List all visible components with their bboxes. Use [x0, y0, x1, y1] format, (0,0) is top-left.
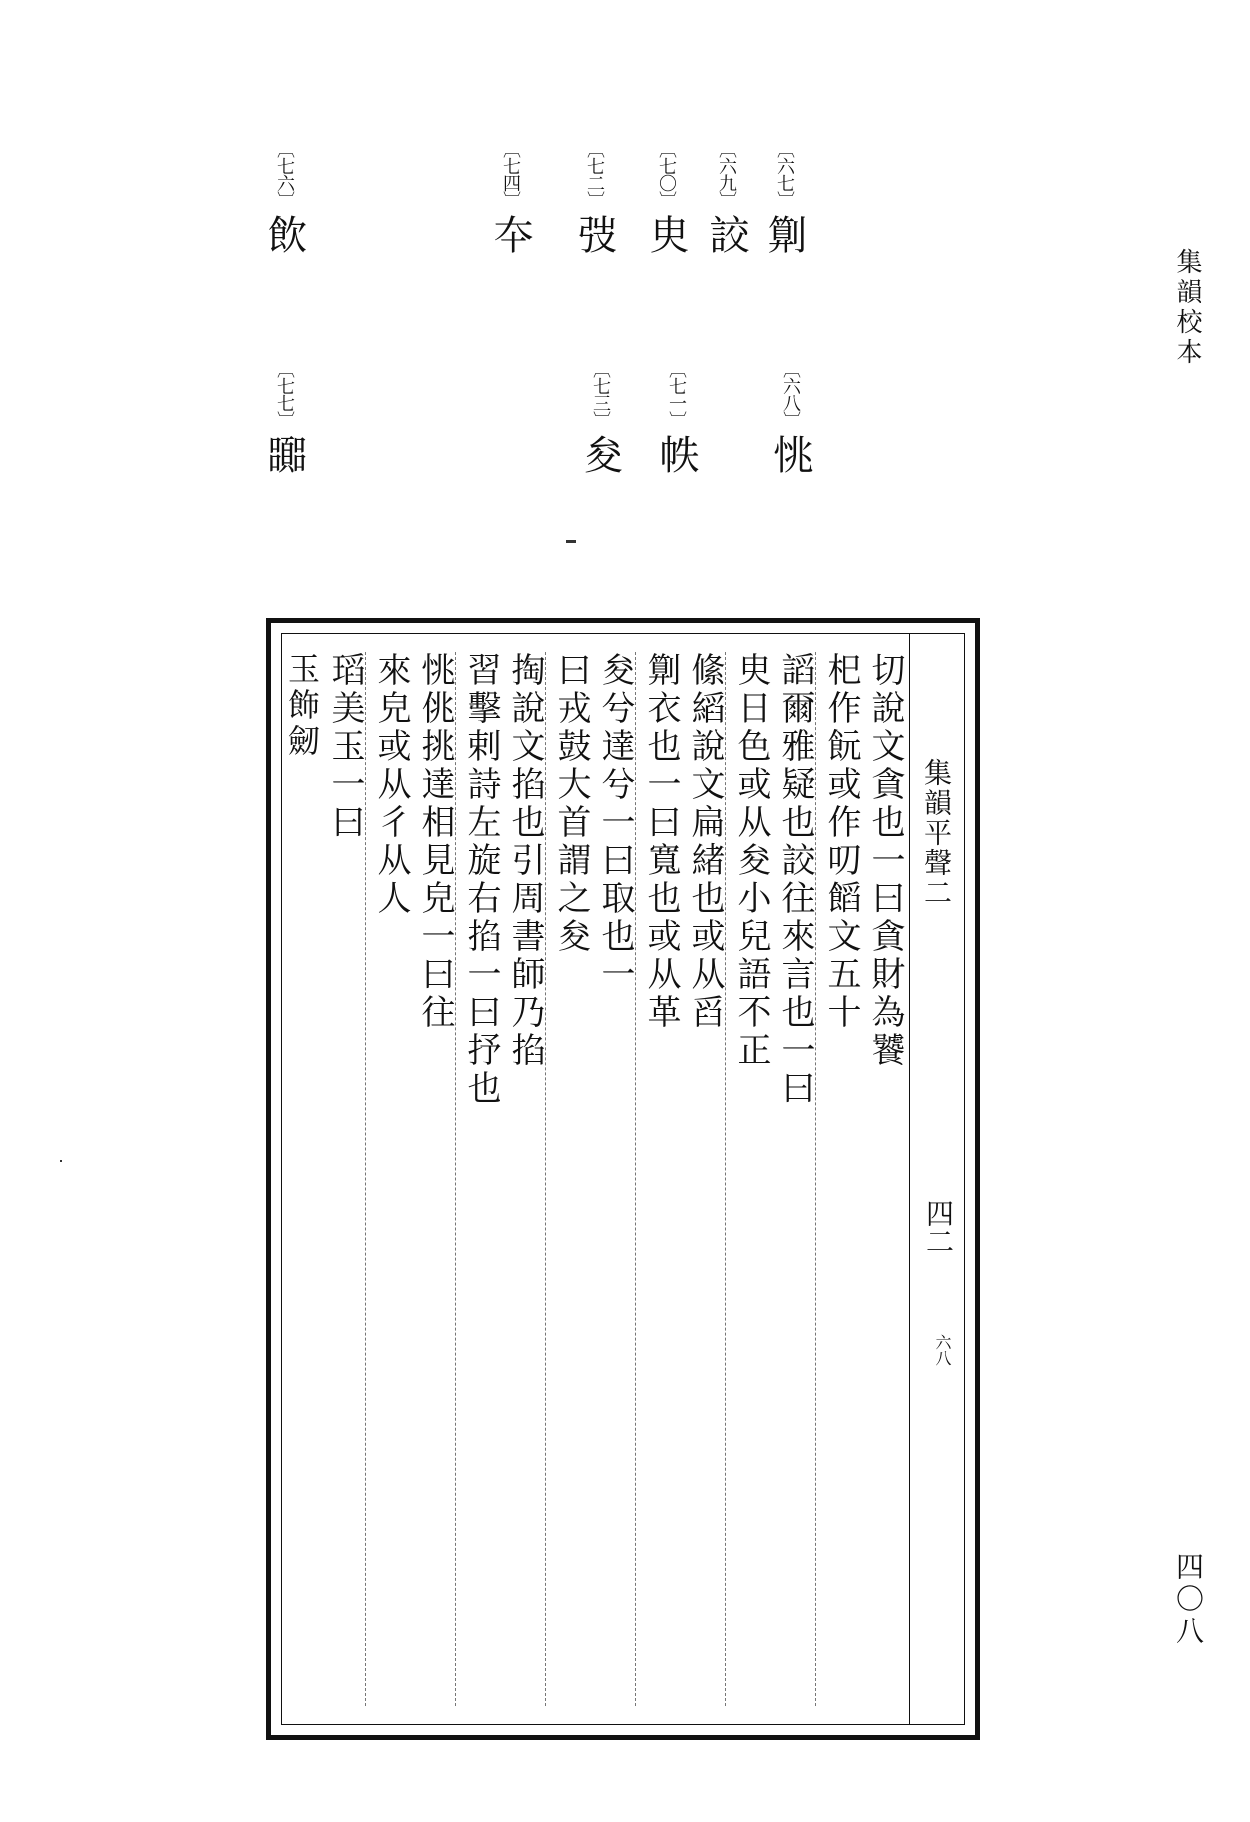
note-character: 飲 — [261, 214, 307, 254]
book-page-frame — [266, 618, 980, 1740]
text-column: 謟爾雅疑也詨往來言也一曰 — [775, 652, 815, 1108]
note-character: 夋 — [577, 434, 623, 474]
text-column: 恌佻挑達相見皃一曰往 — [415, 652, 455, 1032]
note-number: 〔 六九 〕 — [717, 140, 735, 208]
note-character: 帙 — [653, 434, 699, 474]
text-column: 瑫美玉一曰 — [325, 652, 365, 842]
column-divider — [545, 652, 546, 1706]
fold-number: 四二 — [922, 1199, 955, 1255]
text-column: 習擊剌詩左旋右掐一曰抒也 — [461, 652, 501, 1108]
column-divider — [725, 652, 726, 1706]
collation-note — [636, 140, 696, 254]
collation-note — [760, 360, 820, 474]
fold-margin — [909, 634, 964, 1724]
note-number: 〔 七七 〕 — [275, 360, 293, 428]
collation-note — [564, 140, 624, 254]
note-character: 恌 — [767, 434, 813, 474]
text-column: 絛縚說文扁緒也或从舀 — [685, 652, 725, 1032]
text-column: 㬰日色或从夋小兒語不正 — [731, 652, 771, 1070]
running-title: 集韻校本 — [1172, 248, 1202, 368]
collation-note — [646, 360, 706, 474]
fold-note: 六八 — [933, 1334, 952, 1366]
note-character: 弢 — [571, 214, 617, 254]
note-number: 〔 七六 〕 — [275, 140, 293, 208]
note-number: 〔 六八 〕 — [781, 360, 799, 428]
column-divider — [635, 652, 636, 1706]
note-number: 〔 七〇 〕 — [657, 140, 675, 208]
collation-note — [570, 360, 630, 474]
note-character: 詨 — [703, 214, 749, 254]
note-number: 〔 七一 〕 — [667, 360, 685, 428]
collation-note — [480, 140, 540, 254]
note-character: 㔍 — [761, 214, 807, 254]
scan-speck — [566, 540, 576, 543]
text-column: 㔍衣也一曰寬也或从革 — [641, 652, 681, 1032]
collation-note — [254, 140, 314, 254]
text-column: 來皃或从彳从人 — [371, 652, 411, 918]
fold-title: 集韻平聲二 — [920, 758, 953, 908]
note-number: 〔 七三 〕 — [591, 360, 609, 428]
page-number: 四〇八 — [1172, 1552, 1205, 1648]
scan-speck — [60, 1160, 62, 1162]
inner-frame — [281, 633, 965, 1725]
note-character: 夲 — [487, 214, 533, 254]
text-column: 玉飾劒 — [283, 652, 321, 760]
collation-note — [254, 360, 314, 474]
collation-note — [754, 140, 814, 254]
collation-note — [696, 140, 756, 254]
text-column: 夋兮達兮一曰取也一 — [595, 652, 635, 994]
text-column: 𣏌作䬧或作叨饀文五十 — [821, 652, 861, 1032]
column-divider — [365, 652, 366, 1706]
text-column: 切說文貪也一曰貪財為饕 — [865, 652, 905, 1070]
column-divider — [815, 652, 816, 1706]
note-character: 㬰 — [643, 214, 689, 254]
column-divider — [455, 652, 456, 1706]
note-number: 〔 七四 〕 — [501, 140, 519, 208]
text-column: 曰戎鼓大首謂之夋 — [551, 652, 591, 956]
note-number: 〔 七二 〕 — [585, 140, 603, 208]
text-column: 掏說文掐也引周書師乃掐 — [505, 652, 545, 1070]
note-character: 嚻 — [261, 434, 307, 474]
note-number: 〔 六七 〕 — [775, 140, 793, 208]
